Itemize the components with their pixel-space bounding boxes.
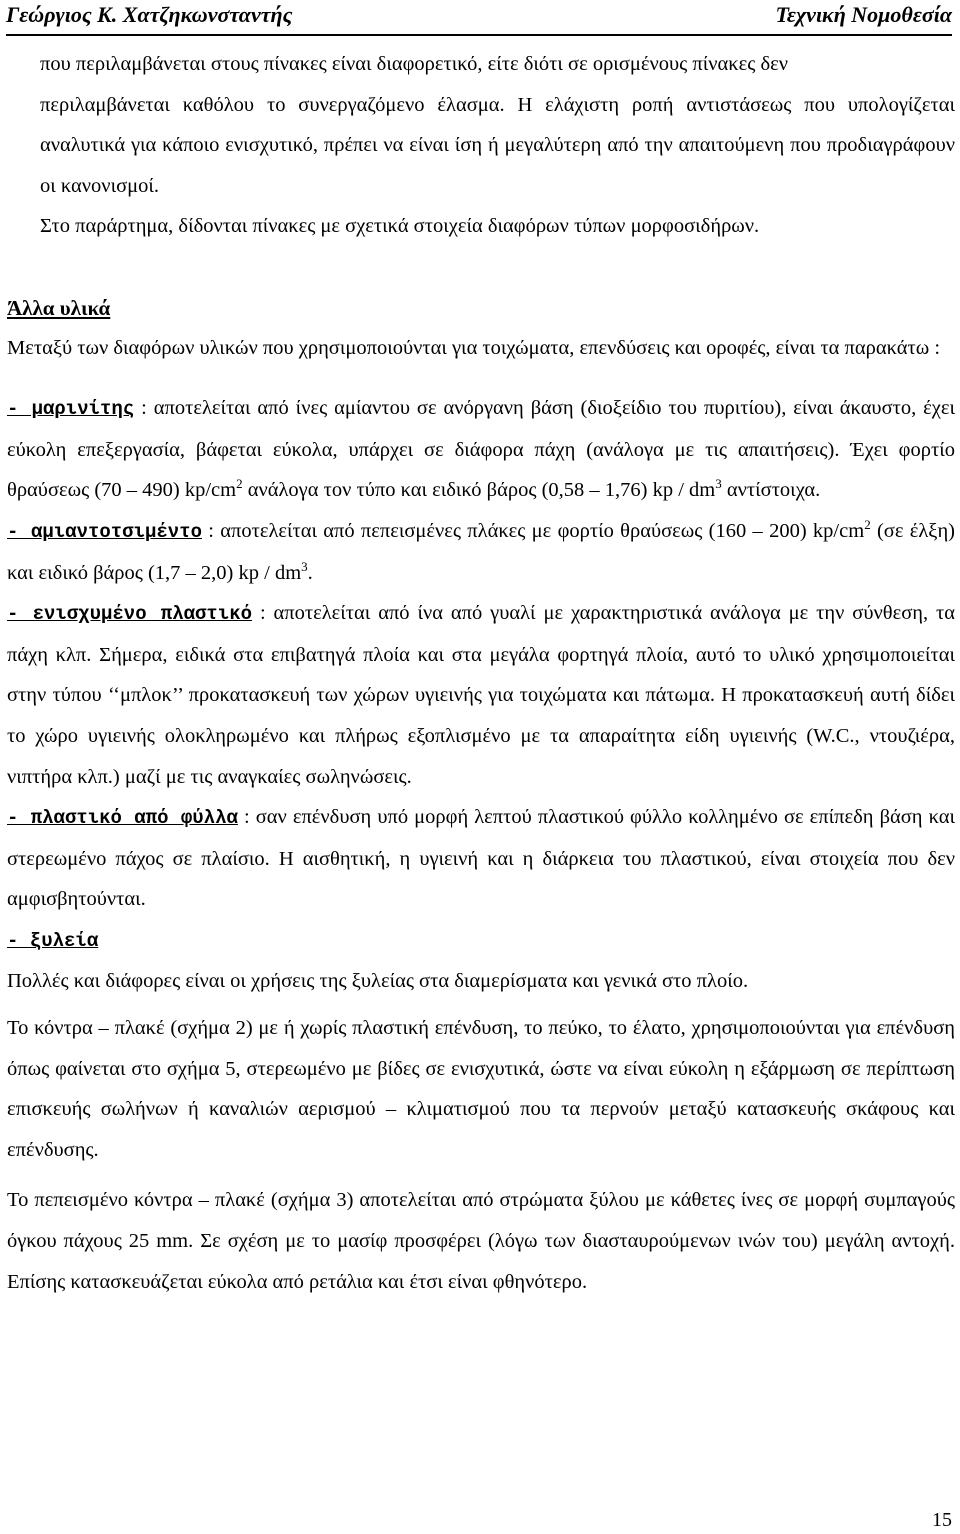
page-body: [7, 44, 955, 1302]
asbestos-cement-label: - αμιαντοτσιμέντο: [7, 520, 202, 543]
header-subject: Τεχνική Νομοθεσία: [775, 2, 952, 27]
reinforced-plastic-label: - ενισχυμένο πλαστικό: [7, 603, 253, 626]
page-header: [6, 0, 952, 36]
spacer: [7, 368, 955, 388]
marinite-text: : αποτελείται από ίνες αμίαντου σε ανόργανη βάση (διοξείδιο του πυριτίου), είναι άκαυστο, έχει εύκολη επεξεργασία, βάφεται εύκολα, υπάρχει σε διάφορα πάχη (ανάλογα με τις απαιτήσεις). Έχει φορτίο θραύσεως (70 – 490) kp/cm: [7, 397, 955, 502]
asbestos-cement-text: (σε έλξη) και ειδικό βάρος (1,7 – 2,0) kp / dm: [7, 519, 955, 584]
section-intro: Μεταξύ των διαφόρων υλικών που χρησιμοποιούνται για τοιχώματα, επενδύσεις και οροφές, είναι τα παρακάτω :: [7, 336, 941, 359]
wood-paragraph: Πολλές και διάφορες είναι οι χρήσεις της ξυλείας στα διαμερίσματα και γενικά στο πλοίο.: [7, 970, 749, 993]
plastic-sheet-text: : σαν επένδυση υπό μορφή λεπτού πλαστικού φύλλο κολλημένο σε επίπεδη βάση και στερεωμένο πάχος σε πλαίσιο. Η αισθητική, η υγιεινή και η διάρκεια του πλαστικού, είναι στοιχεία που δεν αμφισβητούνται.: [7, 806, 955, 911]
marinite-label: - μαρινίτης: [7, 398, 135, 421]
plastic-sheet-paragraph: [7, 797, 955, 920]
superscript: 2: [864, 517, 871, 533]
wood-heading: [7, 920, 955, 962]
compressed-plywood-paragraph: Το πεπεισμένο κόντρα – πλακέ (σχήμα 3) αποτελείται από στρώματα ξύλου με κάθετες ίνες σε μορφή συμπαγούς όγκου πάχους 25 mm. Σε σχέση με το μασίφ προσφέρει (λόγω των διασταυρούμενων ινών του) μεγάλη αντοχή. Επίσης κατασκευάζεται εύκολα από ρετάλια και έτσι είναι φθηνότερο.: [7, 1189, 955, 1293]
intro-first-line: που περιλαμβάνεται στους πίνακες είναι διαφορετικό, είτε διότι σε ορισμένους πίνακες δεν: [40, 53, 788, 75]
page-number: 15: [932, 1509, 952, 1531]
marinite-text: αντίστοιχα.: [721, 479, 821, 502]
asbestos-cement-text: : αποτελείται από πεπεισμένες πλάκες με φορτίο θραύσεως (160 – 200) kp/cm: [202, 519, 865, 542]
asbestos-cement-paragraph: [7, 511, 955, 593]
marinite-paragraph: [7, 388, 955, 511]
marinite-text: ανάλογα τον τύπο και ειδικό βάρος (0,58 – 1,76) kp / dm: [242, 479, 716, 502]
intro-paragraph: περιλαμβάνεται καθόλου το συνεργαζόμενο έλασμα. Η ελάχιστη ροπή αντιστάσεως που υπολογίζεται αναλυτικά για κάποιο ενισχυτικό, πρέπει να είναι ίση ή μεγαλύτερη από την απαιτούμενη που προδιαγράφουν οι κανονισμοί.: [40, 93, 955, 197]
reinforced-plastic-text: : αποτελείται από ίνα από γυαλί με χαρακτηριστικά ανάλογα με την σύνθεση, τα πάχη κλπ. Σήμερα, ειδικά στα επιβατηγά πλοία και στα μεγάλα φορτηγά πλοία, αυτό το υλικό χρησιμοποιείται στην τύπου ‘‘μπλοκ’’ προκατασκευή των χώρων υγιεινής για τοιχώματα και πάτωμα. Η προκατασκευή αυτή δίδει το χώρο υγιεινής ολοκληρωμένο και πλήρως εξοπλισμένο με τα απαραίτητα είδη υγιεινής (W.C., ντουζιέρα, νιπτήρα κλπ.) μαζί με τις αναγκαίες σωληνώσεις.: [7, 602, 955, 788]
reinforced-plastic-paragraph: [7, 593, 955, 797]
asbestos-cement-text: .: [307, 561, 313, 584]
plywood-paragraph: Το κόντρα – πλακέ (σχήμα 2) με ή χωρίς πλαστική επένδυση, το πεύκο, το έλατο, χρησιμοποιούνται για επένδυση όπως φαίνεται στο σχήμα 5, στερεωμένο με βίδες σε ενισχυτικά, ώστε να είναι εύκολη η εξάρμωση σε περίπτωση επισκευής σωλήνων ή καναλιών αερισμού – κλιματισμού που τα περνούν μεταξύ κατασκευής σκάφους και επένδυσης.: [7, 1017, 955, 1161]
plastic-sheet-label: - πλαστικό από φύλλα: [7, 807, 238, 830]
header-author: Γεώργιος Κ. Χατζηκωνσταντής: [6, 2, 293, 27]
superscript: 3: [715, 476, 722, 492]
wood-label: - ξυλεία: [7, 929, 99, 952]
section-title: Άλλα υλικά: [7, 295, 111, 320]
spacer: [7, 247, 955, 288]
superscript: 3: [301, 558, 308, 574]
spacer: [7, 1170, 955, 1180]
superscript: 2: [236, 476, 243, 492]
appendix-note: Στο παράρτημα, δίδονται πίνακες με σχετικά στοιχεία διαφόρων τύπων μορφοσιδήρων.: [40, 215, 760, 238]
